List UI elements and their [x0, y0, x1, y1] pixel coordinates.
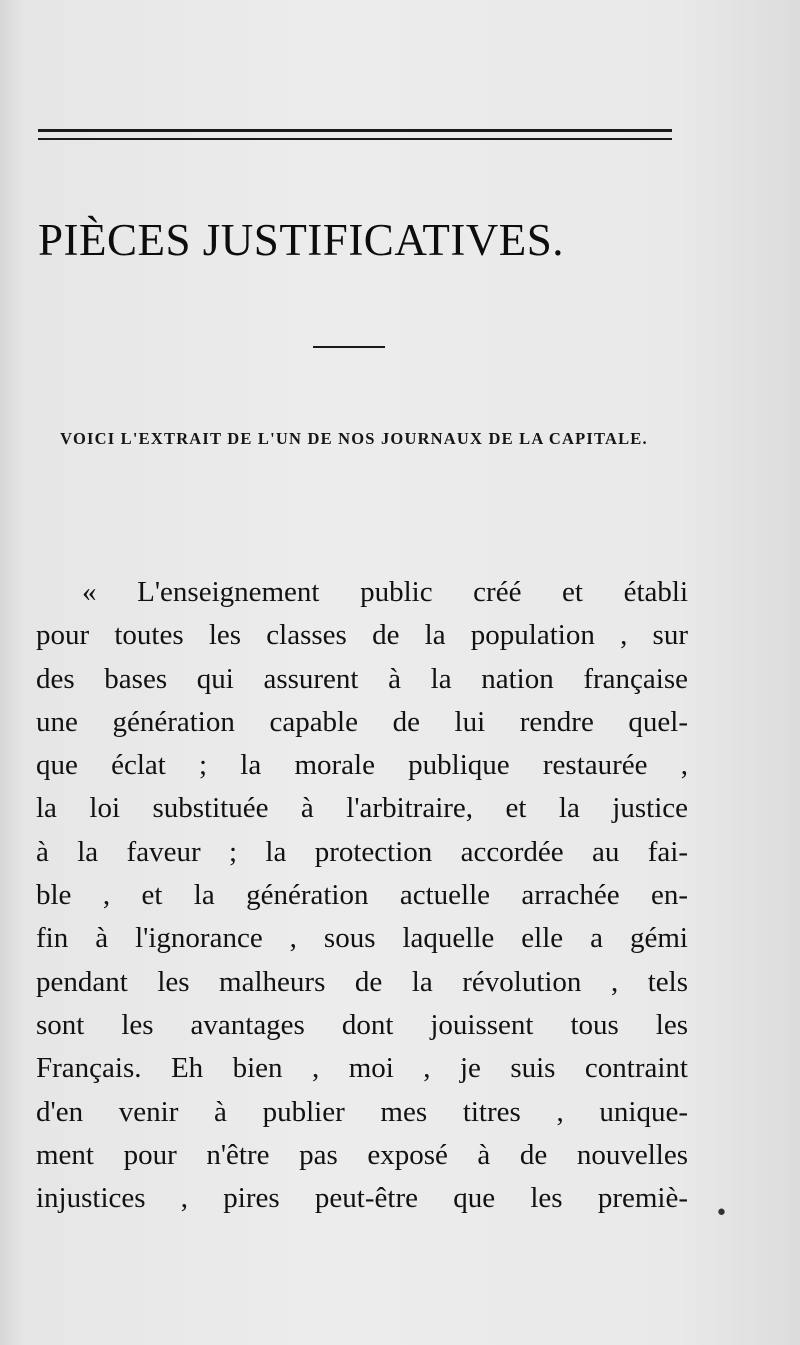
body-line: des bases qui assurent à la nation française [36, 662, 688, 695]
body-line: que éclat ; la morale publique restaurée , [36, 749, 688, 782]
body-line: à la faveur ; la protection accordée au fai- [36, 835, 688, 868]
title-separator-rule [313, 346, 385, 348]
body-line: d'en venir à publier mes titres , unique- [36, 1095, 688, 1128]
body-line: Français. Eh bien , moi , je suis contraint [36, 1052, 688, 1085]
section-subtitle: VOICI L'EXTRAIT DE L'UN DE NOS JOURNAUX DE LA CAPITALE. [60, 429, 648, 448]
margin-speck: • [715, 1201, 728, 1226]
body-line: pour toutes les classes de la population , sur [36, 619, 688, 652]
page-title: PIÈCES JUSTIFICATIVES. [38, 215, 565, 265]
body-line: ment pour n'être pas exposé à de nouvelles [36, 1138, 688, 1171]
body-line: la loi substituée à l'arbitraire, et la justice [36, 792, 688, 825]
body-line: ble , et la génération actuelle arrachée en- [36, 879, 688, 912]
body-line: sont les avantages dont jouissent tous les [36, 1008, 688, 1041]
body-paragraph [36, 571, 688, 1220]
header-double-rule [38, 129, 672, 140]
body-line: « L'enseignement public créé et établi [82, 576, 688, 608]
body-line: une génération capable de lui rendre quel- [36, 705, 688, 738]
body-line: pendant les malheurs de la révolution , tels [36, 965, 688, 998]
body-line: injustices , pires peut-être que les premiè- [36, 1182, 688, 1215]
body-line: fin à l'ignorance , sous laquelle elle a gémi [36, 922, 688, 955]
